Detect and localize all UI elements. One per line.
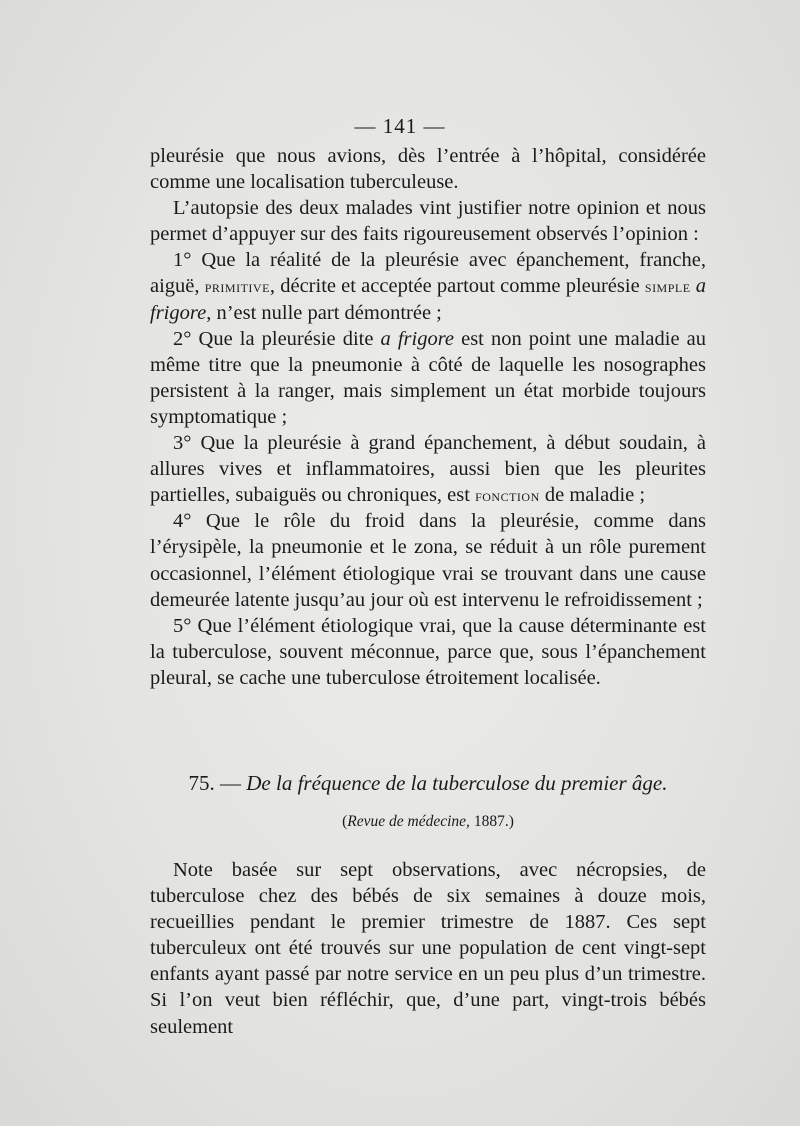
paragraph-note: Note basée sur sept observations, avec nécropsies, de tuberculose chez des bébés de six semaines à douze mois, recueillies pendant le premier trimestre de 1887. Ces sept tuberculeux ont été trouvés sur une population de cent vingt-sept enfants ayant passé par notre service en un peu plus d’un trimestre. Si l’on veut bien réfléchir, que, d’une part, vingt-trois bébés seulement bbox=[150, 859, 706, 1038]
section-dash: — bbox=[220, 771, 241, 795]
page-number: — 141 — bbox=[354, 114, 446, 138]
item3-text-b: de maladie ; bbox=[544, 484, 646, 507]
conclusion-item-3 bbox=[150, 430, 706, 508]
item2-text-a: 2° Que la pleurésie dite bbox=[173, 327, 374, 350]
conclusion-item-5: 5° Que l’élément étiologique vrai, que la cause déterminante est la tuberculose, souvent méconnue, parce que, sous l’épanchement pleural, se cache une tuberculose étroitement localisée. bbox=[150, 614, 706, 689]
paragraph-continuation: pleurésie que nous avions, dès l’entrée à l’hôpital, considérée comme une localisation tuberculeuse. bbox=[150, 145, 706, 194]
item1-italic: a frigore bbox=[150, 275, 707, 324]
section-heading bbox=[150, 768, 706, 798]
item3-text-a: 3° Que la pleurésie à grand épanchement, à début soudain, à allures vives et inflammatoires, aussi bien que les pleurites partielles, subaiguës ou chroniques, est bbox=[150, 432, 706, 507]
source-citation: (Revue de médecine, 1887.) bbox=[342, 813, 514, 830]
source-year: 1887. bbox=[473, 813, 509, 830]
section-title: De la fréquence de la tuberculose du premier âge. bbox=[246, 771, 668, 795]
section-number: 75. bbox=[188, 771, 215, 795]
item1-text-b: , décrite et acceptée partout comme pleurésie bbox=[269, 275, 640, 298]
text-block-top bbox=[150, 143, 706, 691]
source-journal: Revue de médecine, bbox=[347, 813, 470, 830]
item2-text-b: est non point une maladie au même titre que la pneumonie à côté de laquelle les nosographes persistent à la ranger, mais simplement un état morbide toujours symptomatique ; bbox=[150, 327, 706, 428]
item3-smallcaps-fonction: fonction bbox=[475, 485, 540, 506]
text-block-bottom bbox=[150, 857, 706, 1040]
item1-text-a: 1° Que la réalité de la pleurésie avec épanchement, franche, aiguë, bbox=[150, 249, 706, 298]
item1-smallcaps-primitive: primitive bbox=[204, 276, 270, 297]
paragraph-autopsie: L’autopsie des deux malades vint justifier notre opinion et nous permet d’appuyer sur des faits rigoureusement observés l’opinion : bbox=[150, 197, 706, 246]
item2-italic: a frigore bbox=[380, 327, 455, 350]
conclusion-item-4: 4° Que le rôle du froid dans la pleurésie, comme dans l’érysipèle, la pneumonie et le zona, se réduit à un rôle purement occasionnel, l’élément étiologique vrai se trouvant dans une cause demeurée latente jusqu’au jour où est intervenu le refroidissement ; bbox=[150, 510, 706, 611]
item1-smallcaps-simple: simple bbox=[644, 276, 691, 297]
item1-text-c: , n’est nulle part démontrée ; bbox=[206, 301, 442, 324]
conclusion-item-1 bbox=[150, 247, 706, 325]
conclusion-item-2 bbox=[150, 326, 706, 430]
